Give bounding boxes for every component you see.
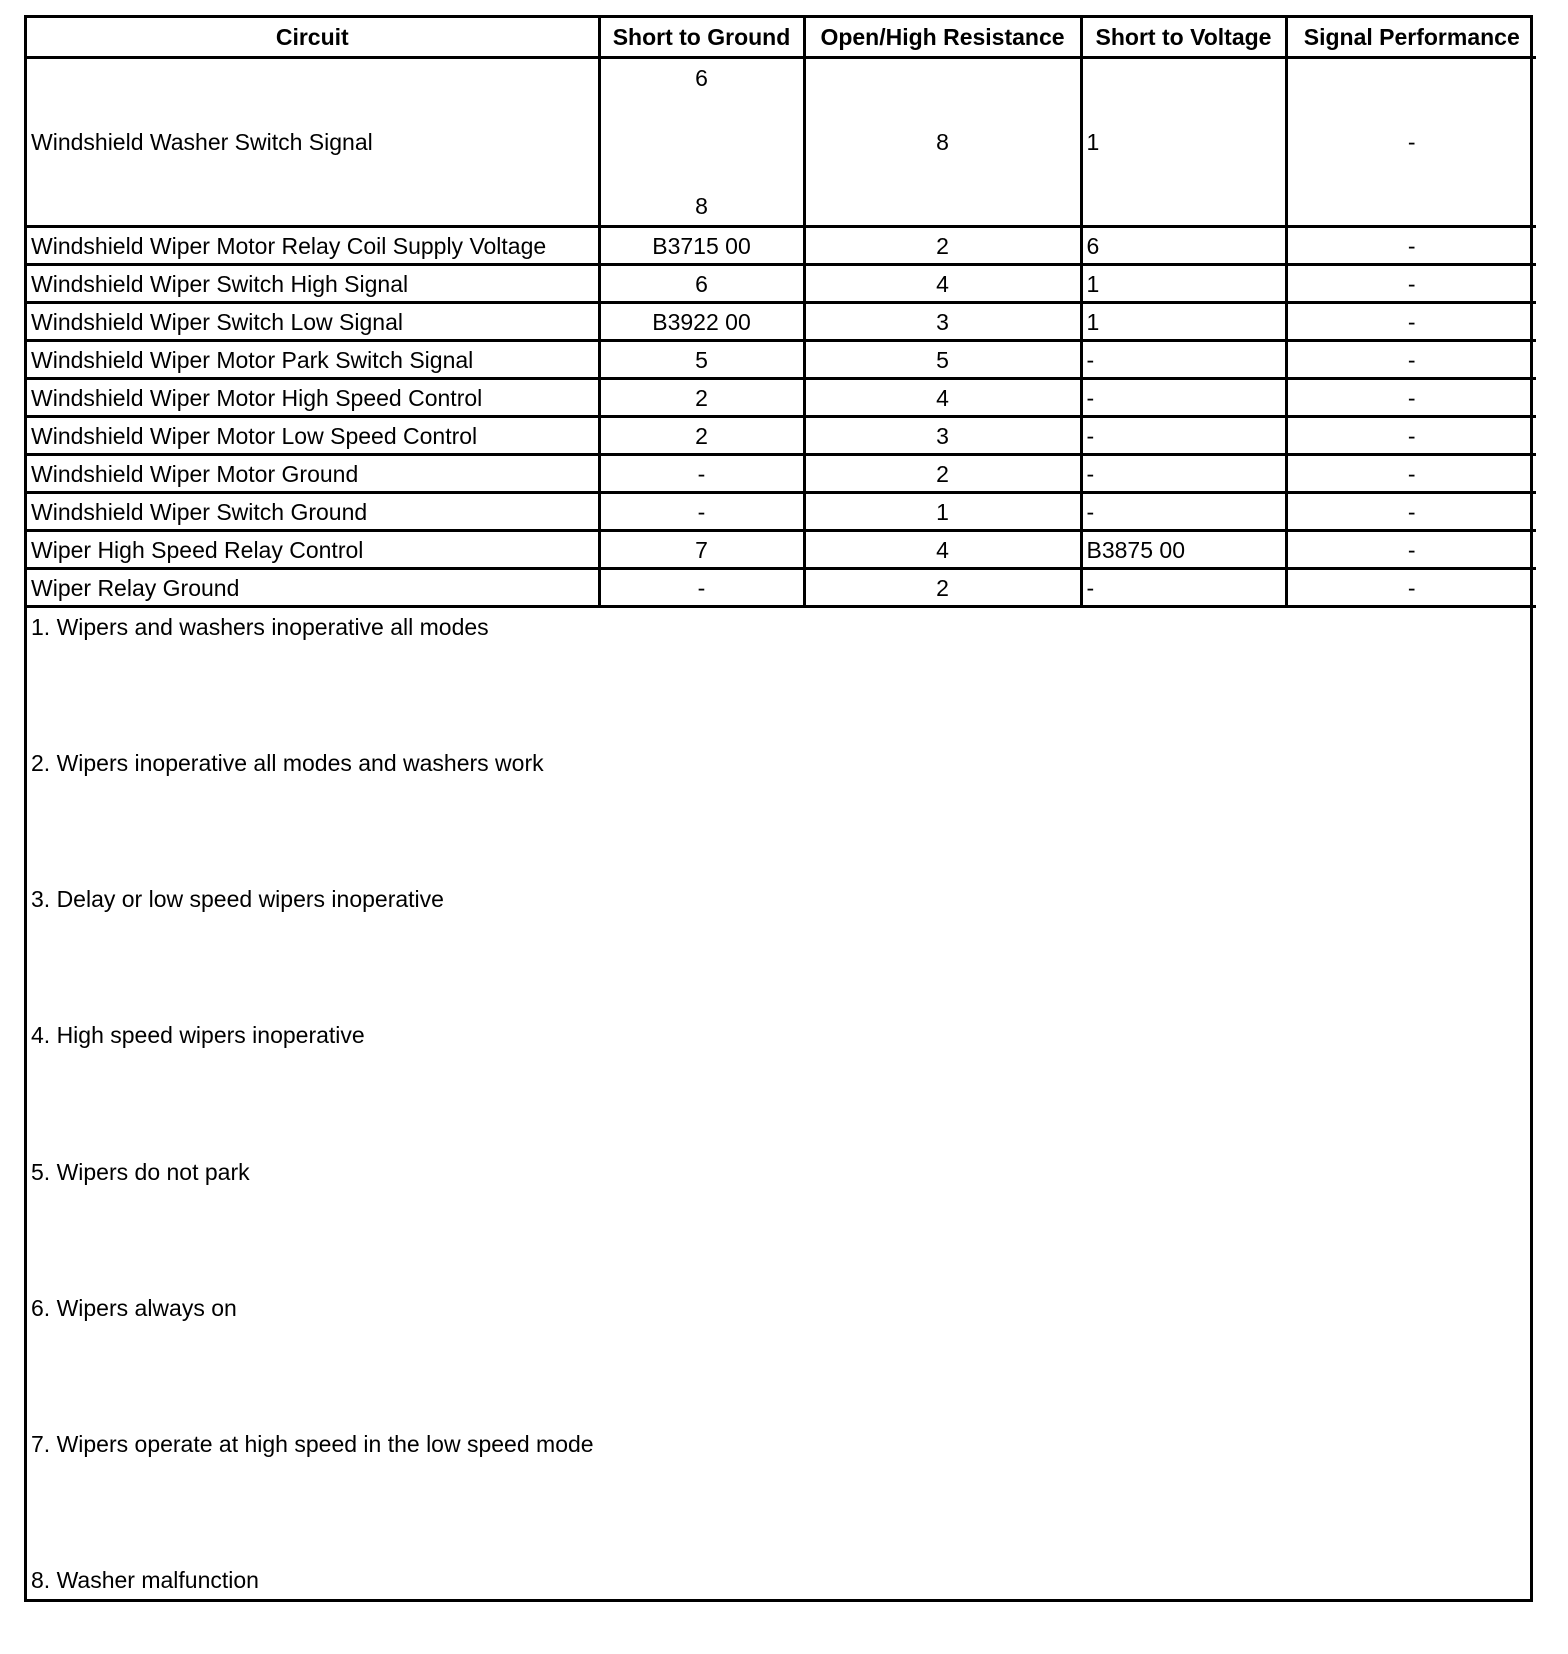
signal-performance-cell: -: [1286, 341, 1536, 379]
open-high-resistance-cell: 8: [804, 58, 1081, 227]
table-row: [27, 493, 1536, 531]
table-header-row: [27, 18, 1536, 58]
signal-performance-cell: -: [1286, 417, 1536, 455]
table-row: [27, 265, 1536, 303]
short-to-voltage-cell: -: [1081, 493, 1286, 531]
diagnostic-table-sheet: [24, 15, 1533, 1602]
short-to-ground-value: 6: [695, 65, 708, 91]
table-row: [27, 417, 1536, 455]
table-row: [27, 455, 1536, 493]
circuit-name: Windshield Washer Switch Signal: [27, 58, 599, 227]
table-row: [27, 227, 1536, 265]
note-item: 3. Delay or low speed wipers inoperative: [31, 886, 444, 913]
table-row: [27, 379, 1536, 417]
signal-performance-cell: -: [1286, 455, 1536, 493]
circuit-name: Windshield Wiper Motor High Speed Control: [27, 379, 599, 417]
circuit-name: Windshield Wiper Motor Park Switch Signal: [27, 341, 599, 379]
short-to-ground-cell: B3922 00: [599, 303, 804, 341]
signal-performance-cell: -: [1286, 531, 1536, 569]
short-to-ground-cell: [599, 58, 804, 227]
short-to-voltage-cell: -: [1081, 379, 1286, 417]
table-row: [27, 341, 1536, 379]
note-item: 8. Washer malfunction: [31, 1566, 259, 1593]
table-row: [27, 303, 1536, 341]
short-to-voltage-cell: -: [1081, 341, 1286, 379]
signal-performance-cell: -: [1286, 58, 1536, 227]
open-high-resistance-cell: 4: [804, 531, 1081, 569]
short-to-ground-cell: 2: [599, 379, 804, 417]
open-high-resistance-cell: 1: [804, 493, 1081, 531]
short-to-voltage-cell: 6: [1081, 227, 1286, 265]
signal-performance-cell: -: [1286, 265, 1536, 303]
circuit-name: Windshield Wiper Motor Relay Coil Supply Voltage: [27, 227, 599, 265]
note-item: 6. Wipers always on: [31, 1294, 237, 1321]
note-item: 5. Wipers do not park: [31, 1158, 250, 1185]
short-to-ground-cell: -: [599, 569, 804, 607]
open-high-resistance-cell: 4: [804, 265, 1081, 303]
signal-performance-cell: -: [1286, 493, 1536, 531]
open-high-resistance-cell: 3: [804, 417, 1081, 455]
note-item: 2. Wipers inoperative all modes and washers work: [31, 750, 544, 777]
open-high-resistance-cell: 2: [804, 227, 1081, 265]
circuit-name: Windshield Wiper Motor Low Speed Control: [27, 417, 599, 455]
short-to-ground-cell: 2: [599, 417, 804, 455]
circuit-name: Windshield Wiper Switch Ground: [27, 493, 599, 531]
open-high-resistance-cell: 4: [804, 379, 1081, 417]
circuit-name: Windshield Wiper Switch Low Signal: [27, 303, 599, 341]
header-circuit: Circuit: [27, 18, 599, 58]
circuit-name: Wiper Relay Ground: [27, 569, 599, 607]
short-to-voltage-cell: B3875 00: [1081, 531, 1286, 569]
signal-performance-cell: -: [1286, 303, 1536, 341]
note-item: 1. Wipers and washers inoperative all modes: [31, 614, 489, 640]
short-to-ground-cell: 6: [599, 265, 804, 303]
table-row: [27, 58, 1536, 227]
short-to-ground-cell: B3715 00: [599, 227, 804, 265]
short-to-ground-cell: 5: [599, 341, 804, 379]
table-row: [27, 569, 1536, 607]
circuit-fault-table: [27, 18, 1536, 608]
circuit-name: Windshield Wiper Motor Ground: [27, 455, 599, 493]
short-to-voltage-cell: 1: [1081, 303, 1286, 341]
header-short-to-ground: Short to Ground: [599, 18, 804, 58]
short-to-voltage-cell: -: [1081, 569, 1286, 607]
open-high-resistance-cell: 5: [804, 341, 1081, 379]
header-short-to-voltage: Short to Voltage: [1081, 18, 1286, 58]
circuit-name: Wiper High Speed Relay Control: [27, 531, 599, 569]
table-row: [27, 531, 1536, 569]
symptom-notes: [27, 608, 1530, 1599]
open-high-resistance-cell: 3: [804, 303, 1081, 341]
short-to-ground-cell: 7: [599, 531, 804, 569]
signal-performance-cell: -: [1286, 379, 1536, 417]
open-high-resistance-cell: 2: [804, 569, 1081, 607]
short-to-ground-cell: -: [599, 455, 804, 493]
note-item: 7. Wipers operate at high speed in the low speed mode: [31, 1430, 594, 1457]
short-to-voltage-cell: 1: [1081, 265, 1286, 303]
short-to-ground-value: 8: [695, 193, 708, 219]
short-to-voltage-cell: -: [1081, 417, 1286, 455]
note-item: 4. High speed wipers inoperative: [31, 1022, 365, 1049]
short-to-ground-cell: -: [599, 493, 804, 531]
circuit-name: Windshield Wiper Switch High Signal: [27, 265, 599, 303]
header-signal-performance: Signal Performance: [1286, 18, 1536, 58]
short-to-voltage-cell: -: [1081, 455, 1286, 493]
open-high-resistance-cell: 2: [804, 455, 1081, 493]
header-open-high-resistance: Open/High Resistance: [804, 18, 1081, 58]
signal-performance-cell: -: [1286, 569, 1536, 607]
signal-performance-cell: -: [1286, 227, 1536, 265]
short-to-voltage-cell: 1: [1081, 58, 1286, 227]
